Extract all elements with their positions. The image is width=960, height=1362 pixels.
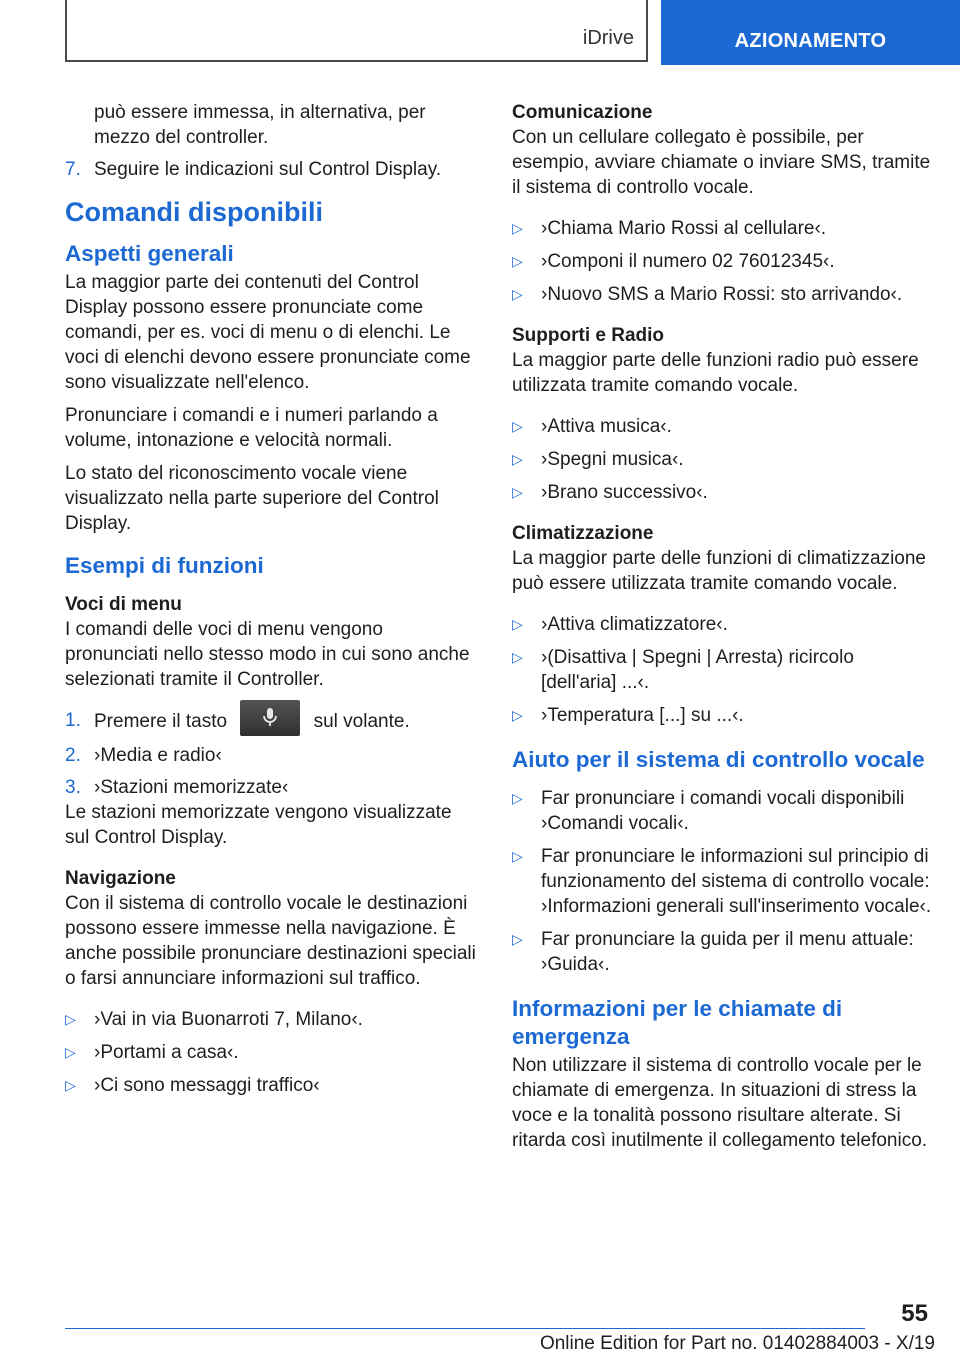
paragraph: Con il sistema di controllo vocale le destinazioni possono essere immesse nella navigazione. È anche possibile pronunciare destinazioni speciali o farsi annunciare informazioni sul traffico. [65, 893, 476, 989]
list-item-text: Far pronunciare i comandi vocali disponibili ›Comandi vocali‹. [541, 788, 905, 834]
heading-chiamate-di-emergenza: Informazioni per le chiamate di emergenza [512, 996, 843, 1049]
list-item-text: ›(Disattiva | Spegni | Arresta) ricircolo [dell'aria] ...‹. [541, 647, 854, 693]
list-item [65, 1007, 480, 1032]
list-item [512, 612, 932, 637]
list-item-text: ›Brano successivo‹. [541, 482, 708, 503]
list-item-text: ›Attiva climatizzatore‹. [541, 614, 728, 635]
paragraph: Lo stato del riconoscimento vocale viene visualizzato nella parte superiore del Control Display. [65, 463, 439, 534]
step-number: 3. [65, 777, 81, 798]
list-item [512, 480, 932, 505]
paragraph: I comandi delle voci di menu vengono pronunciati nello stesso modo in cui sono anche selezionati tramite il Controller. [65, 619, 470, 690]
list-item [512, 786, 932, 836]
heading-supporti-e-radio: Supporti e Radio [512, 325, 664, 346]
step-number: 7. [65, 159, 81, 180]
step-text: ›Media e radio‹ [94, 745, 222, 766]
help-examples [512, 786, 932, 977]
heading-aspetti-generali: Aspetti generali [65, 241, 234, 266]
list-item [512, 414, 932, 439]
voice-button-image [240, 700, 300, 736]
list-item [512, 447, 932, 472]
list-item [512, 703, 932, 728]
heading-voci-di-menu: Voci di menu [65, 594, 182, 615]
chapter-tab [661, 0, 960, 65]
list-item [512, 249, 932, 274]
bullet-triangle-icon: ▷ [65, 1044, 76, 1060]
bullet-triangle-icon: ▷ [65, 1011, 76, 1027]
bullet-triangle-icon: ▷ [512, 616, 523, 632]
step-number: 1. [65, 710, 81, 731]
navigation-examples [65, 1007, 480, 1098]
bullet-triangle-icon: ▷ [512, 707, 523, 723]
steps-list [65, 708, 480, 800]
list-item [512, 282, 932, 307]
bullet-triangle-icon: ▷ [512, 253, 523, 269]
bullet-triangle-icon: ▷ [512, 451, 523, 467]
list-item [65, 1073, 480, 1098]
media-examples [512, 414, 932, 505]
list-item-text: ›Attiva musica‹. [541, 416, 672, 437]
heading-climatizzazione: Climatizzazione [512, 523, 654, 544]
list-item [512, 844, 932, 919]
step-text-after: sul volante. [313, 711, 410, 733]
section-label: iDrive [582, 27, 634, 49]
paragraph: Con un cellulare collegato è possibile, per esempio, avviare chiamate o inviare SMS, tramite il sistema di controllo vocale. [512, 127, 931, 198]
list-item-text: ›Portami a casa‹. [94, 1042, 239, 1063]
list-item [65, 1040, 480, 1065]
step-text: ›Stazioni memorizzate‹ [94, 777, 289, 798]
left-column [65, 100, 480, 1110]
list-item-text: ›Nuovo SMS a Mario Rossi: sto arrivando‹. [541, 284, 903, 305]
edition-footer: Online Edition for Part no. 01402884003 - X/19 [539, 1333, 935, 1354]
bullet-triangle-icon: ▷ [512, 848, 523, 864]
bullet-triangle-icon: ▷ [65, 1077, 76, 1093]
list-item-text: ›Vai in via Buonarroti 7, Milano‹. [94, 1009, 363, 1030]
continued-text: può essere immessa, in alternativa, per mezzo del controller. [94, 102, 426, 148]
paragraph: La maggior parte delle funzioni di climatizzazione può essere utilizzata tramite comando vocale. [512, 548, 927, 594]
page-header [0, 0, 960, 66]
heading-esempi-di-funzioni: Esempi di funzioni [65, 553, 264, 578]
list-item-text: ›Ci sono messaggi traffico‹ [94, 1075, 320, 1096]
microphone-icon [261, 706, 279, 730]
list-item-text: ›Temperatura [...] su ...‹. [541, 705, 744, 726]
step-number: 2. [65, 745, 81, 766]
paragraph: La maggior parte delle funzioni radio può essere utilizzata tramite comando vocale. [512, 350, 919, 396]
bullet-triangle-icon: ▷ [512, 286, 523, 302]
list-item [65, 743, 480, 768]
list-item-text: ›Chiama Mario Rossi al cellulare‹. [541, 218, 827, 239]
paragraph: Non utilizzare il sistema di controllo vocale per le chiamate di emergenza. In situazioni di stress la voce e la tonalità possono risultare alterate. Si ritarda così inutilmente il collegamento telefonico. [512, 1055, 928, 1151]
continued-steps [65, 100, 480, 182]
step-text: Seguire le indicazioni sul Control Display. [94, 159, 442, 180]
list-item [65, 157, 480, 182]
list-item [512, 216, 932, 241]
list-item [65, 100, 480, 150]
heading-comunicazione: Comunicazione [512, 102, 653, 123]
list-item [512, 645, 932, 695]
bullet-triangle-icon: ▷ [512, 220, 523, 236]
heading-navigazione: Navigazione [65, 868, 176, 889]
section-tab [65, 0, 648, 62]
footer-divider [65, 1328, 865, 1329]
list-item [65, 775, 480, 800]
bullet-triangle-icon: ▷ [512, 931, 523, 947]
heading-comandi-disponibili: Comandi disponibili [65, 197, 323, 227]
list-item [512, 927, 932, 977]
right-column [512, 100, 932, 1161]
paragraph: Le stazioni memorizzate vengono visualizzate sul Control Display. [65, 802, 452, 848]
list-item-text: Far pronunciare le informazioni sul principio di funzionamento del sistema di controllo vocale: ›Informazioni generali sull'inserimento vocale‹. [541, 846, 932, 917]
heading-aiuto: Aiuto per il sistema di controllo vocale [512, 747, 925, 772]
list-item-text: Far pronunciare la guida per il menu attuale: ›Guida‹. [541, 929, 914, 975]
bullet-triangle-icon: ▷ [512, 790, 523, 806]
communication-examples [512, 216, 932, 307]
climate-examples [512, 612, 932, 728]
chapter-label: AZIONAMENTO [734, 30, 887, 52]
page-number: 55 [901, 1300, 928, 1327]
bullet-triangle-icon: ▷ [512, 484, 523, 500]
bullet-triangle-icon: ▷ [512, 418, 523, 434]
step-text-before: Premere il tasto [94, 711, 228, 733]
list-item-text: ›Spegni musica‹. [541, 449, 684, 470]
paragraph: Pronunciare i comandi e i numeri parlando a volume, intonazione e velocità normali. [65, 405, 438, 451]
paragraph: La maggior parte dei contenuti del Control Display possono essere pronunciate come comandi, per es. voci di menu o di elenchi. Le voci di elenchi devono essere pronunciate come sono visualizzate nell'elenco. [65, 272, 471, 393]
list-item-text: ›Componi il numero 02 76012345‹. [541, 251, 835, 272]
list-item [65, 708, 480, 736]
bullet-triangle-icon: ▷ [512, 649, 523, 665]
